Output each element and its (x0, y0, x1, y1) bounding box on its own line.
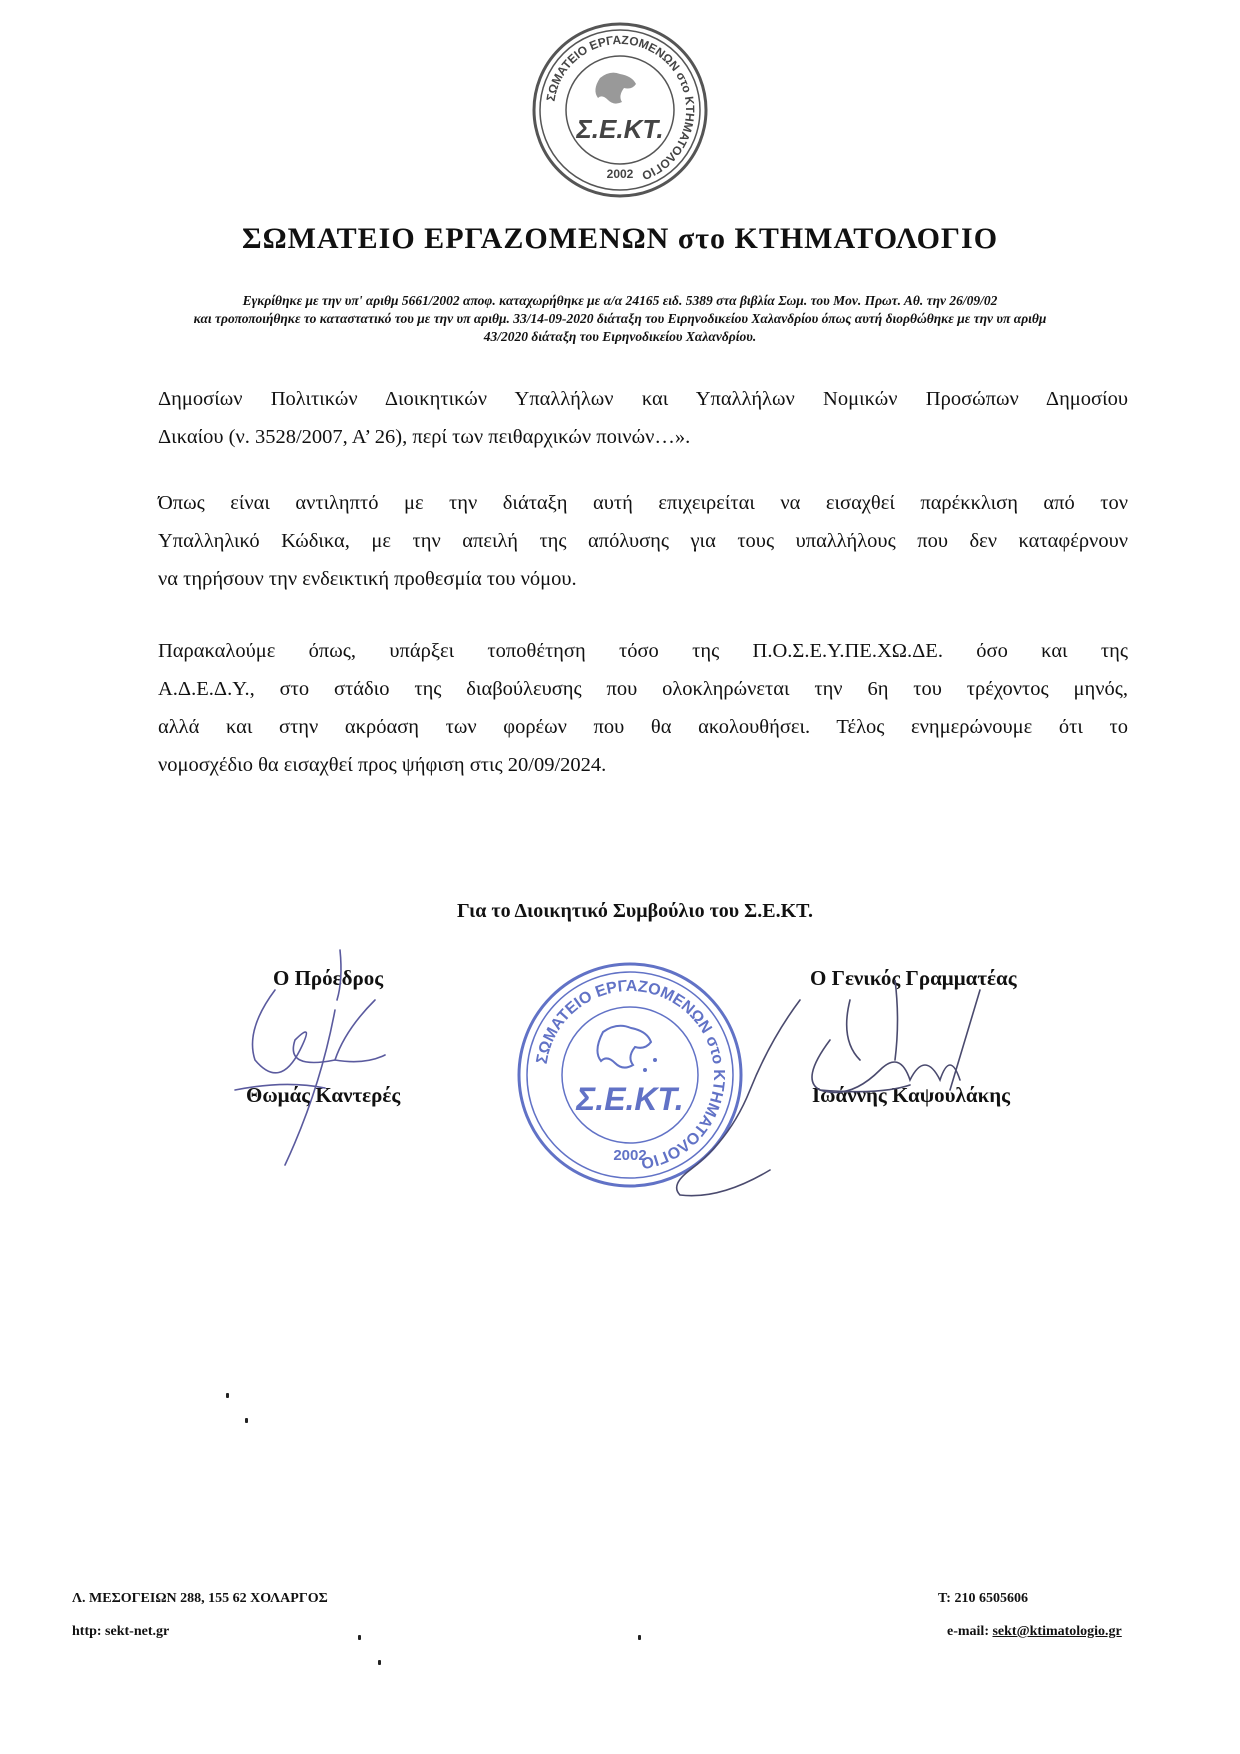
paragraph-line: αλλά και στην ακρόαση των φορέων που θα ακολουθήσει. Τέλος ενημερώνουμε ότι το (158, 716, 1128, 738)
seal-arc-text: ΣΩΜΑΤΕΙΟ ΕΡΓΑΖΟΜΕΝΩΝ στο ΚΤΗΜΑΤΟΛΟΓΙΟ (543, 32, 698, 183)
stamp-arc-text: ΣΩΜΑΤΕΙΟ ΕΡΓΑΖΟΜΕΝΩΝ στο ΚΤΗΜΑΤΟΛΟΓΙΟ (533, 977, 728, 1172)
body-paragraph (158, 632, 1128, 784)
email-link[interactable]: sekt@ktimatologio.gr (992, 1624, 1122, 1639)
footer-phone: Τ: 210 6505606 (938, 1591, 1028, 1606)
scan-speck (378, 1660, 381, 1665)
president-name: Θωμάς Καντερές (246, 1083, 401, 1107)
secretary-title: Ο Γενικός Γραμματέας (810, 966, 1017, 990)
footer-email (947, 1624, 1122, 1640)
paragraph-line: Παρακαλούμε όπως, υπάρξει τοποθέτηση τόσο της Π.Ο.Σ.Ε.Υ.ΠΕ.ΧΩ.ΔΕ. όσο και της (158, 640, 1128, 662)
signature-heading: Για το Διοικητικό Συμβούλιο του Σ.Ε.ΚΤ. (456, 900, 814, 922)
paragraph-line: να τηρήσουν την ενδεικτική προθεσμία του νόμου. (158, 568, 577, 590)
header-seal (530, 20, 710, 200)
seal-year: 2002 (606, 167, 634, 181)
registration-line: και τροποποιήθηκε το καταστατικό του με την υπ αριθμ. 33/14-09-2020 διάταξη του Ειρηνοδικείου Χαλανδρίου όπως αυτή διορθώθηκε με την υπ αριθμ (193, 311, 1047, 326)
secretary-name: Ιωάννης Καψουλάκης (812, 1083, 1011, 1107)
paragraph-line: Δικαίου (ν. 3528/2007, Α’ 26), περί των πειθαρχικών ποινών…». (158, 426, 691, 448)
scan-speck (638, 1635, 641, 1640)
paragraph-line: Δημοσίων Πολιτικών Διοικητικών Υπαλλήλων και Υπαλλήλων Νομικών Προσώπων Δημοσίου (158, 388, 1128, 410)
president-signature (225, 940, 445, 1170)
paragraph-line: Α.Δ.Ε.Δ.Υ., στο στάδιο της διαβούλευσης που ολοκληρώνεται την 6η του τρέχοντος μηνός, (158, 678, 1128, 700)
paragraph-line: Όπως είναι αντιληπτό με την διάταξη αυτή επιχειρείται να εισαχθεί παρέκκλιση από τον (158, 492, 1128, 514)
scan-speck (245, 1418, 248, 1423)
scan-speck (226, 1393, 229, 1398)
stamp-year: 2002 (613, 1147, 647, 1164)
registration-line: 43/2020 διάταξη του Ειρηνοδικείου Χαλανδρίου. (483, 329, 757, 344)
seal-center-text: Σ.Ε.ΚΤ. (576, 114, 664, 144)
secretary-signature (650, 980, 1040, 1210)
stamp-center-text: Σ.Ε.ΚΤ. (576, 1081, 684, 1117)
footer-website[interactable]: http: sekt-net.gr (72, 1624, 170, 1639)
scan-speck (358, 1635, 361, 1640)
paragraph-line: Υπαλληλικό Κώδικα, με την απειλή της απόλυσης για τους υπαλλήλους που δεν καταφέρνουν (158, 530, 1128, 552)
email-label: e-mail: (947, 1624, 993, 1639)
body-paragraph (158, 380, 1128, 456)
footer-address: Λ. ΜΕΣΟΓΕΙΩΝ 288, 155 62 ΧΟΛΑΡΓΟΣ (72, 1591, 328, 1606)
organization-title: ΣΩΜΑΤΕΙΟ ΕΡΓΑΖΟΜΕΝΩΝ στο ΚΤΗΜΑΤΟΛΟΓΙΟ (241, 222, 999, 255)
registration-line: Εγκρίθηκε με την υπ' αριθμ 5661/2002 αποφ. καταχωρήθηκε με α/α 24165 ειδ. 5389 στα βιβλία Σωμ. του Μον. Πρωτ. Αθ. την 26/09/02 (242, 293, 998, 308)
greece-map-seal-icon (530, 20, 710, 200)
body-paragraph (158, 484, 1128, 598)
president-title: Ο Πρόεδρος (273, 966, 384, 990)
paragraph-line: νομοσχέδιο θα εισαχθεί προς ψήφιση στις 20/09/2024. (158, 754, 607, 776)
